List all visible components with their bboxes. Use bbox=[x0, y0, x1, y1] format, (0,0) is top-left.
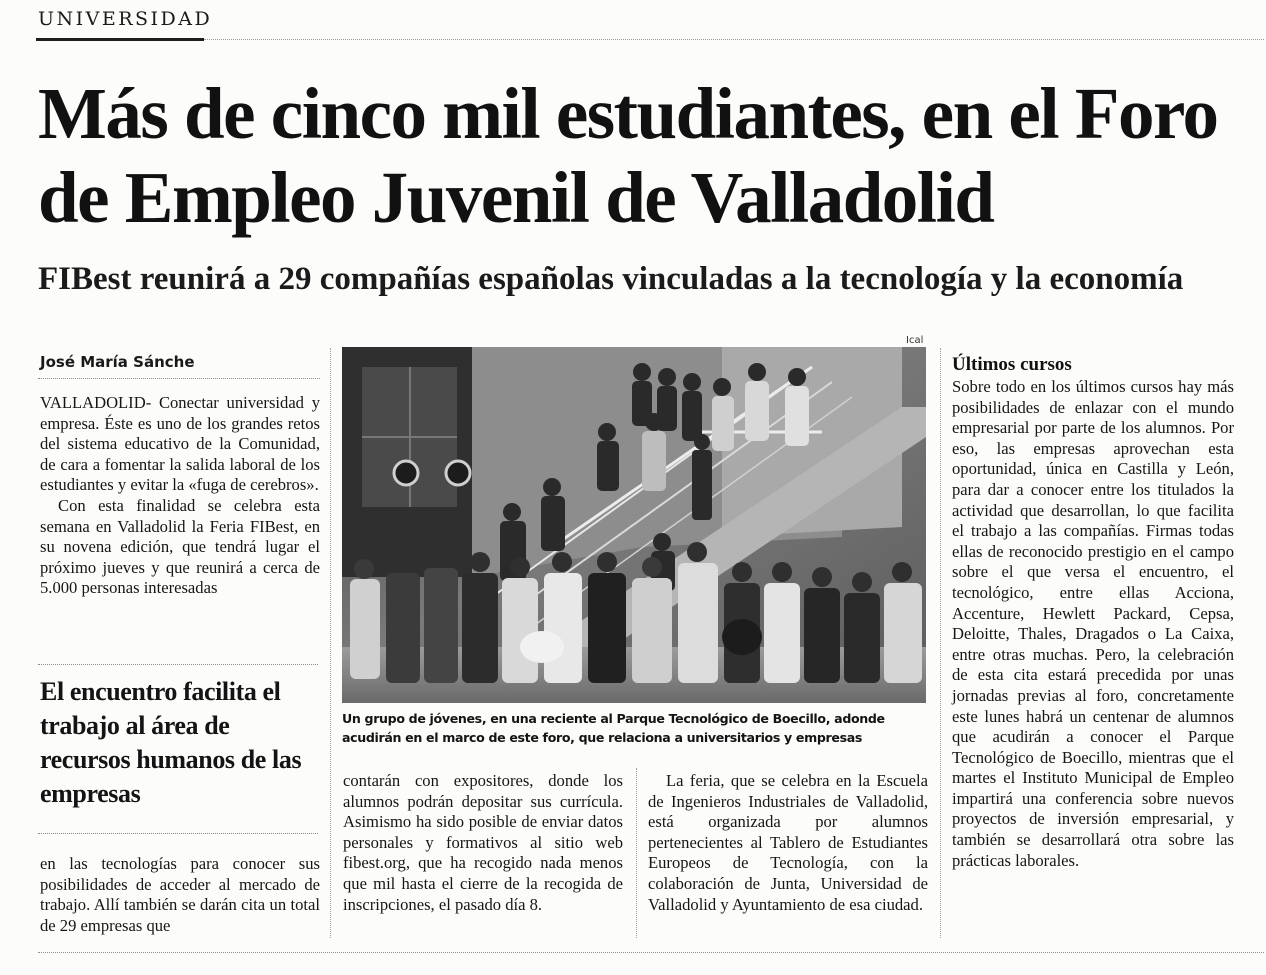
header-dotted-rule bbox=[204, 39, 1264, 40]
byline-rule bbox=[38, 378, 320, 379]
article-paragraph: contarán con expositores, donde los alumnos podrán depositar sus currícula. Asimismo ha sido posible de enviar datos personales y formativos al sitio web fibest.org, que ha recogido nada menos que mil hasta el cierre de la recogida de inscripciones, el pasado día 8. bbox=[343, 771, 623, 914]
article-column-1 bbox=[40, 393, 320, 599]
pull-quote: El encuentro facilita el trabajo al área de recursos humanos de las empresas bbox=[40, 677, 302, 808]
pull-quote-rule-bottom bbox=[38, 833, 318, 834]
pull-quote-rule-top bbox=[38, 664, 318, 665]
article-paragraph: Sobre todo en los últimos cursos hay más posibilidades de enlazar con el mundo empresarial por parte de los alumnos. Por eso, las empresas aprovechan esta oportunidad, única en Castilla y León, para dar a conocer entre los titulados la actividad que desarrollan, lo que facilita el trabajo a las compañías. Firmas todas ellas de reconocido prestigio en el campo sobre el que versa el encuentro, el tecnológico, entre ellas Acciona, Accenture, Hewlett Packard, Cepsa, Deloitte, Thales, Dragados o La Caixa, entre otras muchas. Pero, la celebración de esta cita estará precedida por unas jornadas previas al foro, concretamente este lunes habrá un centenar de alumnos que acudirán a conocer el Parque Tecnológico de Boecillo, mientras que el martes el Instituto Municipal de Empleo impartirá una conferencia sobre nuevos proyectos de inversión empresarial, y también se desarrollará otra sobre las prácticas laborales. bbox=[952, 377, 1234, 870]
article-column-2 bbox=[343, 771, 623, 915]
article-paragraph: Con esta finalidad se celebra esta semana en Valladolid la Feria FIBest, en su novena edición, que tendrá lugar el próximo jueves y que reunirá a cerca de 5.000 personas interesadas bbox=[40, 495, 320, 598]
photo-caption: Un grupo de jóvenes, en una reciente al Parque Tecnológico de Boecillo, adonde acudirán en el marco de este foro, que relaciona a universitarios y empresas bbox=[342, 711, 885, 745]
article-column-1-continued bbox=[40, 854, 320, 936]
author-byline: José María Sánche bbox=[40, 353, 195, 371]
column-subheading: Últimos cursos bbox=[952, 354, 1072, 375]
subheadline: FIBest reunirá a 29 compañías españolas vinculadas a la tecnología y la economía bbox=[38, 261, 1184, 297]
article-column-3 bbox=[648, 771, 928, 915]
section-label: UNIVERSIDAD bbox=[38, 8, 213, 30]
bottom-rule bbox=[38, 952, 1264, 953]
group-photo bbox=[342, 347, 926, 703]
column-separator bbox=[940, 348, 941, 938]
article-paragraph: en las tecnologías para conocer sus posibilidades de acceder al mercado de trabajo. Allí también se darán cita un total de 29 empresas que bbox=[40, 854, 320, 935]
article-column-4 bbox=[952, 354, 1234, 871]
headline: Más de cinco mil estudiantes, en el Foro de Empleo Juvenil de Valladolid bbox=[38, 73, 1218, 238]
section-rule bbox=[36, 38, 204, 41]
photo-illustration bbox=[342, 347, 926, 703]
article-paragraph: VALLADOLID- Conectar universidad y empresa. Éste es uno de los grandes retos del sistema educativo de la Comunidad, de cara a fomentar la salida laboral de los estudiantes y evitar la «fuga de cerebros». bbox=[40, 393, 320, 495]
article-paragraph: La feria, que se celebra en la Escuela de Ingenieros Industriales de Valladolid, está organizada por alumnos pertenecientes al Tablero de Estudiantes Europeos de Tecnología, con la colaboración de Junta, Universidad de Valladolid y Ayuntamiento de esa ciudad. bbox=[648, 771, 928, 914]
column-separator bbox=[636, 768, 637, 938]
column-separator bbox=[330, 348, 331, 938]
photo-credit: Ical bbox=[906, 335, 924, 346]
